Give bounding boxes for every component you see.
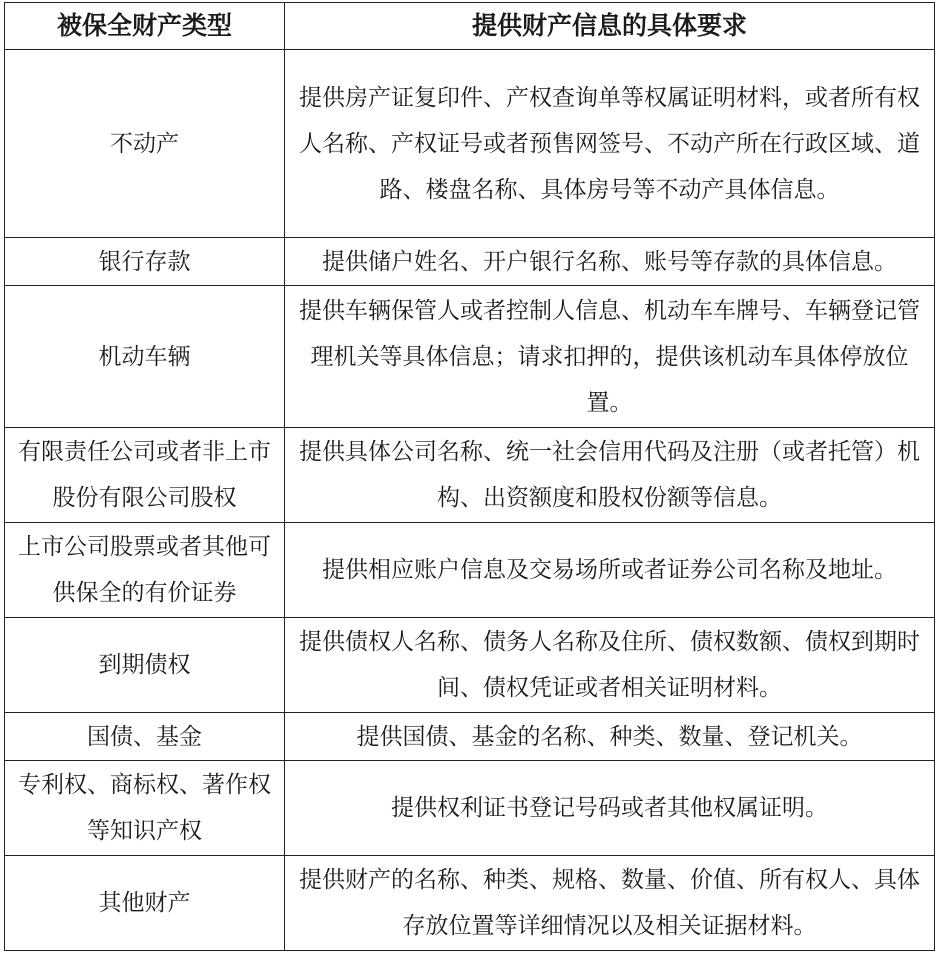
table-row xyxy=(5,856,935,951)
property-type-cell: 专利权、商标权、著作权等知识产权 xyxy=(5,761,285,856)
requirement-cell: 提供储户姓名、开户银行名称、账号等存款的具体信息。 xyxy=(285,238,935,286)
property-requirements-table xyxy=(4,2,935,951)
property-type-cell: 有限责任公司或者非上市股份有限公司股权 xyxy=(5,428,285,523)
table-header-row xyxy=(5,3,935,50)
table-row xyxy=(5,50,935,238)
header-requirements: 提供财产信息的具体要求 xyxy=(285,3,935,50)
property-type-cell: 不动产 xyxy=(5,50,285,238)
table-row xyxy=(5,238,935,286)
requirement-cell: 提供国债、基金的名称、种类、数量、登记机关。 xyxy=(285,713,935,761)
property-type-cell: 国债、基金 xyxy=(5,713,285,761)
requirement-cell: 提供具体公司名称、统一社会信用代码及注册（或者托管）机构、出资额度和股权份额等信息。 xyxy=(285,428,935,523)
table-row xyxy=(5,428,935,523)
table-row xyxy=(5,761,935,856)
property-type-cell: 银行存款 xyxy=(5,238,285,286)
table-row xyxy=(5,713,935,761)
property-type-cell: 上市公司股票或者其他可供保全的有价证券 xyxy=(5,523,285,618)
header-property-type: 被保全财产类型 xyxy=(5,3,285,50)
requirement-cell: 提供债权人名称、债务人名称及住所、债权数额、债权到期时间、债权凭证或者相关证明材料。 xyxy=(285,618,935,713)
table-row xyxy=(5,618,935,713)
table-row xyxy=(5,523,935,618)
table-row xyxy=(5,286,935,428)
requirement-cell: 提供相应账户信息及交易场所或者证券公司名称及地址。 xyxy=(285,523,935,618)
requirement-cell: 提供房产证复印件、产权查询单等权属证明材料，或者所有权人名称、产权证号或者预售网签号、不动产所在行政区域、道路、楼盘名称、具体房号等不动产具体信息。 xyxy=(285,50,935,238)
property-type-cell: 到期债权 xyxy=(5,618,285,713)
property-type-cell: 其他财产 xyxy=(5,856,285,951)
property-type-cell: 机动车辆 xyxy=(5,286,285,428)
requirement-cell: 提供车辆保管人或者控制人信息、机动车车牌号、车辆登记管理机关等具体信息；请求扣押的，提供该机动车具体停放位置。 xyxy=(285,286,935,428)
requirement-cell: 提供财产的名称、种类、规格、数量、价值、所有权人、具体存放位置等详细情况以及相关证据材料。 xyxy=(285,856,935,951)
requirement-cell: 提供权利证书登记号码或者其他权属证明。 xyxy=(285,761,935,856)
